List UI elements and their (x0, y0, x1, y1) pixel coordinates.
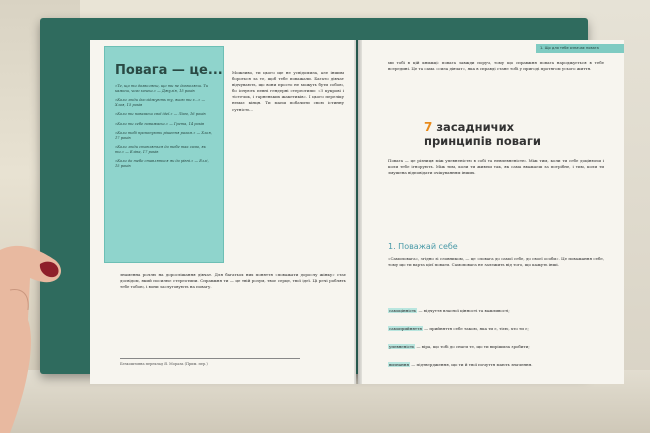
running-head: 1. Що для тебе означає повага (536, 44, 624, 53)
component-term: самоприйняття (389, 326, 422, 331)
component-term: самоцінність (389, 308, 417, 313)
quote-item: «Коли люди ставляться до тебе так само, як ти.» — Еліна, 17 років (115, 145, 206, 154)
quote-item: «Коли люди досліджують ту, якою ти є...» — Хлоя, 15 років (115, 98, 206, 107)
intro-text: Повага — це різниця між упевненістю в собі та невпевненістю. Між тим, коли ти себе доцінюєш і коли тебе ігнорують. Між тим, коли ти живеш так, як сама вважаєш за потрібне, і тим, коли ти змушена відповідати очікуванням інших. (388, 158, 604, 176)
quote-box-title: Повага — це... (115, 63, 223, 78)
component-text: — підтвердження, що ти й твої почуття мають значення. (410, 362, 533, 367)
section-text: «Самоповага», згідно зі словником, — це «повага до самої себе, до своєї особи». Це поважання себе, тому що ти варта цієї поваги. Самоповага не залежить від того, що кажуть інші. (388, 256, 604, 268)
quote-item: «Коли ти себе поважаєш.» — Грета, 14 років (115, 121, 205, 126)
chapter-title (424, 120, 564, 148)
left-column-text: Можливо, ти цього ще не усвідомила, але іншим бороться за те, щоб тебе поважали. Багато дівчат відчувають, що вони просто не можуть бути собою, бо існують певні гендерні стереотипи: «З цукрові і тістечок, і гарненьких жакетиків». І цього переліку немає кінця. Ти маєш побачити свою істинну сутність... (232, 70, 344, 112)
open-book (40, 18, 604, 374)
component-item (388, 362, 604, 368)
hand-holding-book (0, 220, 75, 433)
book-gutter (354, 40, 362, 384)
left-page (90, 40, 356, 384)
footnote: Безкоштовна переклад Я. Морала (Прим. пер.) (120, 358, 300, 366)
component-text: — віра, що тобі до снаги те, що ти вирішила зробити; (415, 344, 530, 349)
quote-item: «Коли ти повагаєш свої ідеї.» — Ліам, 16 років (115, 112, 206, 116)
component-item (388, 344, 604, 350)
quote-item: «Коли до тебе ставляться як до рівні.» — Еллі, 15 років (115, 159, 209, 168)
right-top-text: ми тобі в цій книжці: повага завжди поруч, тому що справжня повага народжується в тебе всередині. Це та сама «сила дівчат», яка в справді стане тобі у пригоді протягом усього життя. (388, 60, 604, 72)
left-bottom-text: знаменна роллю на дорослішання дівчат. Для багатьох них поняття «поважати дорослу жінку» стає досвідом, який посилює стереотипи. Справжня ти — це твій розум, твоє серце, твої ідеї. Ці речі роблять тебе тобою, і вони заслуговують на повагу. (120, 272, 346, 290)
component-text: — прийняття себе такою, яка ти є, тією, хто ти є; (422, 326, 529, 331)
component-text: — відчуття власної цінності та важливості; (417, 308, 510, 313)
component-term: упевненість (389, 344, 415, 349)
quote-item: «Те, що ти дозволяєш, що ти не дозволяєш. Ти кажеш, чого хочеш.» — Джулія, 15 років (115, 84, 208, 93)
quote-box (104, 46, 224, 263)
component-term: визнання (389, 362, 410, 367)
section-heading: 1. Поважай себе (388, 242, 458, 251)
quote-item: «Коли тобі пропонують рішення разом.» — Хлоя, 17 років (115, 131, 212, 140)
component-item (388, 326, 604, 332)
right-page (358, 40, 624, 384)
component-item (388, 308, 604, 314)
chapter-title-text: засадничих принципів поваги (424, 120, 541, 148)
chapter-number: 7 (424, 120, 433, 134)
